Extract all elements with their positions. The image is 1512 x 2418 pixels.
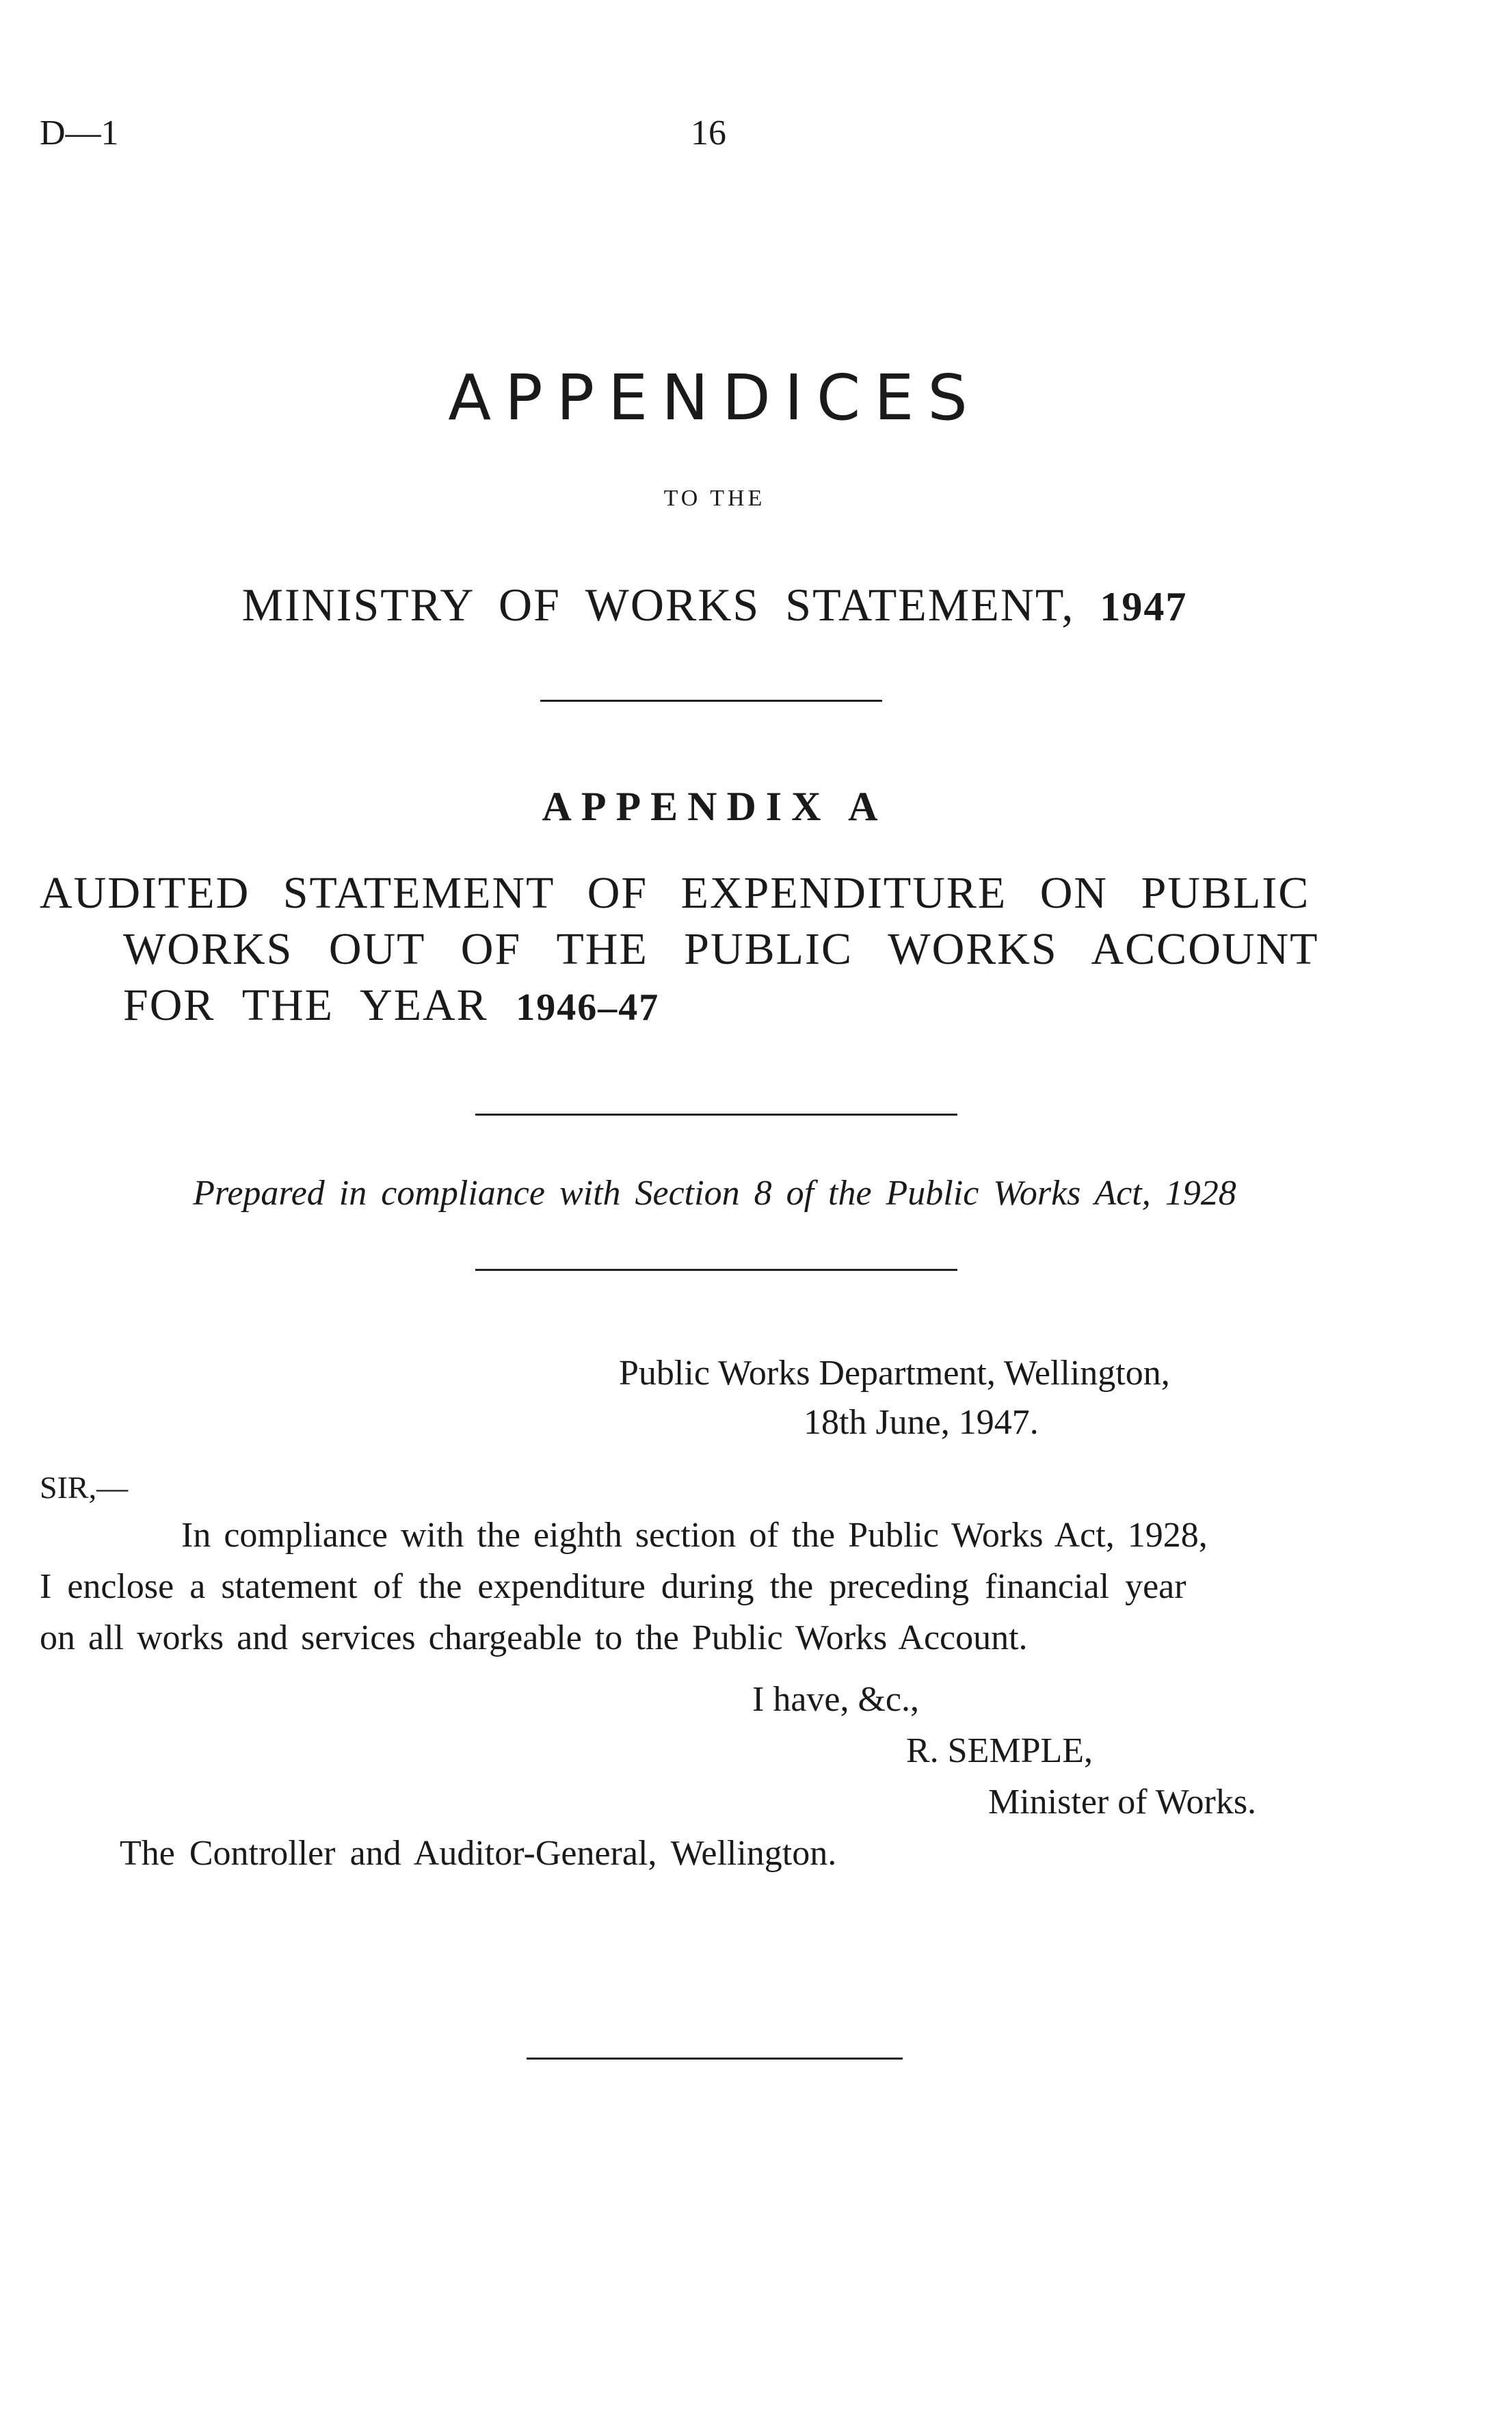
divider-rule <box>475 1269 957 1271</box>
document-reference: D—1 <box>40 114 119 153</box>
signatory-title: Minister of Works. <box>988 1783 1257 1822</box>
ministry-statement-text: MINISTRY OF WORKS STATEMENT, <box>241 579 1075 631</box>
appendix-title-year: 1946–47 <box>516 986 660 1029</box>
divider-rule <box>540 700 882 702</box>
letter-closing: I have, &c., <box>752 1680 920 1719</box>
appendix-label: APPENDIX A <box>542 784 888 829</box>
appendix-title-line-2: WORKS OUT OF THE PUBLIC WORKS ACCOUNT <box>123 924 1319 974</box>
appendix-title-line-3-text: FOR THE YEAR <box>123 980 488 1030</box>
divider-rule <box>527 2058 903 2060</box>
signatory-name: R. SEMPLE, <box>906 1731 1093 1770</box>
page-number: 16 <box>691 114 726 153</box>
ministry-statement-heading <box>0 578 1429 632</box>
to-the-subheading: TO THE <box>663 486 766 511</box>
letter-body-line: In compliance with the eighth section of the Public Works Act, 1928, <box>181 1516 1208 1555</box>
letter-address: Public Works Department, Wellington, <box>619 1354 1170 1393</box>
letter-body-line: I enclose a statement of the expenditure during the preceding financial year <box>40 1567 1186 1606</box>
divider-rule <box>475 1114 957 1116</box>
letter-salutation: SIR,— <box>40 1470 129 1505</box>
letter-date: 18th June, 1947. <box>804 1403 1039 1442</box>
compliance-note: Prepared in compliance with Section 8 of the Public Works Act, 1928 <box>193 1174 1236 1213</box>
appendix-title-line-1: AUDITED STATEMENT OF EXPENDITURE ON PUBLIC <box>40 868 1310 918</box>
letter-body-line: on all works and services chargeable to the Public Works Account. <box>40 1618 1028 1657</box>
letter-addressee: The Controller and Auditor-General, Wellington. <box>120 1834 837 1873</box>
ministry-statement-year: 1947 <box>1100 584 1188 629</box>
appendix-title-line-3 <box>123 980 659 1031</box>
appendices-heading: APPENDICES <box>448 361 981 434</box>
